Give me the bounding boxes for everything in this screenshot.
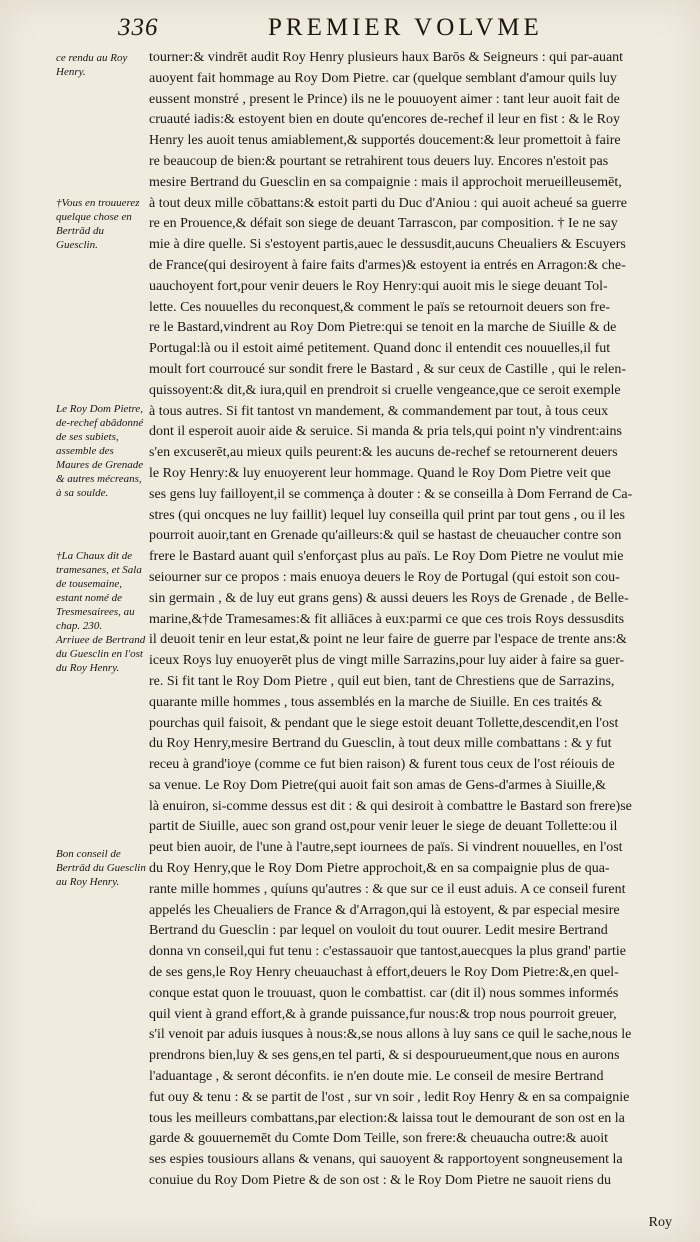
text-line: receu à grand'ioye (comme ce fut bien raison) & furent tous ceux de l'ost réiouis de bbox=[149, 757, 615, 773]
text-line: re beaucoup de bien:& pourtant se retrahirent tous deuers luy. Encores n'estoit pas bbox=[149, 153, 609, 169]
margin-notes bbox=[56, 0, 148, 1242]
text-line: là enuiron, si-comme dessus est dit : & qui desiroit à combattre le Bastard son frere)se bbox=[149, 798, 632, 814]
margin-note: Bon conseil de Bertrād du Guesclin au Roy Henry. bbox=[56, 848, 149, 888]
text-line: mie à dire quelle. Si s'estoyent partis,auec le dessusdit,aucuns Cheualiers & Escuyers bbox=[149, 237, 626, 253]
text-line: Henry les auoit tenus amiablement,& supportés doucement:& leur promettoit à faire bbox=[149, 133, 621, 149]
margin-note: †La Chaux dit de tramesanes, et Sala de tousemaine, estant nomé de Tresmesairees, au chap. 230. Arriuee de Bertrand du Guesclin en l'ost du Roy Henry. bbox=[56, 550, 146, 674]
text-line: peut bien auoir, de l'une à l'autre,sept iournees de païs. Si vindrent nouuelles, en l'ost bbox=[149, 840, 623, 856]
running-title: PREMIER VOLVME bbox=[268, 14, 543, 41]
text-line: ses espies tousiours allans & venans, qui sauoyent & rapportoyent songneusement la bbox=[149, 1152, 623, 1168]
text-line: sa venue. Le Roy Dom Pietre(qui auoit fait son amas de Gens-d'armes à Siuille,& bbox=[149, 777, 607, 793]
text-line: quissoyent:& dit,& iura,quil en prendroit si cruelle vengeance,que ce seroit exemple bbox=[149, 382, 621, 398]
text-line: donna vn conseil,qui fut tenu : c'estassauoir que tantost,auecques la plus grand' partie bbox=[149, 944, 627, 960]
body-text bbox=[149, 48, 674, 1238]
text-line: re en Prouence,& défait son siege de deuant Tarrascon, par composition. † Ie ne say bbox=[149, 216, 618, 232]
text-line: uauchoyent fort,pour venir deuers le Roy Henry:qui auoit mis le siege deuant Tol- bbox=[149, 278, 608, 294]
text-line: appelés les Cheualiers de France & d'Arragon,qui là estoyent, & par especial mesire bbox=[149, 902, 620, 918]
text-line: mesire Bertrand du Guesclin en sa compaignie : mais il approchoit merueilleusemēt, bbox=[149, 174, 622, 190]
running-head bbox=[118, 14, 678, 44]
text-line: Portugal:là ou il estoit aimé petitement. Quand donc il entendit ces nouuelles,il fut bbox=[149, 341, 611, 357]
text-line: seiourner sur ce propos : mais enuoya deuers le Roy de Portugal (qui estoit son cou- bbox=[149, 569, 620, 585]
text-line: quil vient à grand effort,& à grande puissance,fur nous:& trop nous pourroit greuer, bbox=[149, 1006, 617, 1022]
page-number: 336 bbox=[118, 14, 159, 41]
text-line: conuiue du Roy Dom Pietre & de son ost : & le Roy Dom Pietre ne sauoit riens du bbox=[149, 1173, 611, 1189]
text-line: eussent monstré , present le Prince) ils ne le pouuoyent aimer : tant leur auoit fait de bbox=[149, 91, 620, 107]
text-line: auoyent fait hommage au Roy Dom Pietre. car (quelque semblant d'amour quils luy bbox=[149, 70, 617, 86]
text-line: sin germain , & de luy eut grans gens) & aussi deuers les Roys de Grenade , de Belle- bbox=[149, 590, 629, 606]
margin-note: †Vous en trouuerez quelque chose en Bertrād du Guesclin. bbox=[56, 197, 143, 251]
text-line: s'en excuserēt,au mieux quils peurent:& les aucuns de-rechef se retournerent deuers bbox=[149, 445, 618, 461]
text-line: le Roy Henry:& luy enuoyerent leur hommage. Quand le Roy Dom Pietre veit que bbox=[149, 465, 611, 481]
text-line: iceux Roys luy enuoyerēt plus de vingt mille Sarrazins,pour luy aider à faire sa guer- bbox=[149, 653, 625, 669]
text-line: pourchas quil faisoit, & pendant que le siege estoit deuant Tollette,descendit,en l'ost bbox=[149, 715, 619, 731]
text-line: re le Bastard,vindrent au Roy Dom Pietre:qui se tenoit en la marche de Siuille & de bbox=[149, 320, 617, 336]
text-line: lette. Ces nouuelles du reconquest,& comment le païs se retournoit deuers son fre- bbox=[149, 299, 611, 315]
text-line: frere le Bastard auant quil s'enforçast plus au païs. Le Roy Dom Pietre ne voulut mie bbox=[149, 549, 624, 565]
text-line: du Roy Henry,mesire Bertrand du Guesclin, à tout deux mille combattans : & y fut bbox=[149, 736, 612, 752]
text-line: il deuoit tenir en leur estat,& point ne leur faire de guerre par l'espace de trente ans:& bbox=[149, 632, 627, 648]
text-line: pourroit auoir,tant en Grenade qu'ailleurs:& quil se hastast de cheuaucher contre son bbox=[149, 528, 622, 544]
text-line: conque estat quon le trouuast, quon le combattist. car (dit il) nous sommes informés bbox=[149, 985, 619, 1001]
text-line: cruauté iadis:& estoyent bien en doute qu'encores de-rechef il leur en fist : & le Roy bbox=[149, 112, 620, 128]
text-line: partit de Siuille, auec son grand ost,pour venir leuer le siege de deuant Tollette:ou il bbox=[149, 819, 618, 835]
text-line: garde & gouuernemēt du Comte Dom Teille, son frere:& cheuaucha outre:& auoit bbox=[149, 1131, 609, 1147]
catchword: Roy bbox=[648, 1215, 672, 1230]
text-line: à tous autres. Si fit tantost vn mandement, & commandement par tout, à tous ceux bbox=[149, 403, 609, 419]
text-line: Bertrand du Guesclin : par lequel on vouloit du tout ouurer. Ledit mesire Bertrand bbox=[149, 923, 608, 939]
text-line: de ses gens,le Roy Henry cheuauchast à effort,deuers le Roy Dom Pietre:&,en quel- bbox=[149, 965, 619, 981]
text-line: marine,&†de Tramesames:& fit alliāces à eux:parmi ce que ces trois Roys dessusdits bbox=[149, 611, 625, 627]
text-line: quarante mille hommes , tous assemblés en la marche de Siuille. En ces traités & bbox=[149, 694, 603, 710]
text-line: à tout deux mille cōbattans:& estoit parti du Duc d'Aniou : qui auoit acheué sa guerre bbox=[149, 195, 628, 211]
margin-note: Le Roy Dom Pietre, de-rechef abādonné de ses subiets, assemble des Maures de Grenade & autres mécreans, à sa soulde. bbox=[56, 403, 147, 499]
text-line: tourner:& vindrēt audit Roy Henry plusieurs haux Barōs & Seigneurs : qui par-auant bbox=[149, 50, 624, 65]
text-line: ses gens luy failloyent,il se commença à douter : & se conseilla à Dom Ferrand de Ca- bbox=[149, 486, 633, 502]
text-line: tous les meilleurs combattans,par election:& laissa tout le demourant de son ost en la bbox=[149, 1110, 625, 1126]
text-line: prendrons bien,luy & ses gens,en tel parti, & si despourueument,que nous en aurons bbox=[149, 1048, 620, 1064]
text-line: stres (qui oncques ne luy faillit) lequel luy conseilla quil print par tout gens , ou il les bbox=[149, 507, 625, 523]
text-line: l'aduantage , & seront déconfits. ie n'en doute mie. Le conseil de mesire Bertrand bbox=[149, 1069, 604, 1085]
text-line: re. Si fit tant le Roy Dom Pietre , quil eut bien, tant de Chrestiens que de Sarrazins, bbox=[149, 673, 615, 689]
text-line: fut ouy & tenu : & se partit de l'ost , sur vn soir , ledit Roy Henry & en sa compaignie bbox=[149, 1089, 630, 1105]
text-line: s'il venoit par aduis iusques à nous:&,se nous allons à luy sans ce quil le sache,nous le bbox=[149, 1027, 632, 1043]
text-line: de France(qui desiroyent à faire faits d'armes)& estoyent ia entrés en Arragon:& che- bbox=[149, 257, 626, 273]
text-line: dont il esperoit auoir aide & seruice. Si manda & pria tels,qui point n'y vindrent:ains bbox=[149, 424, 622, 440]
margin-note: ce rendu au Roy Henry. bbox=[56, 52, 131, 78]
text-line: du Roy Henry,que le Roy Dom Pietre approchoit,& en sa compaignie plus de qua- bbox=[149, 861, 610, 877]
text-line: moult fort courroucé sur sondit frere le Bastard , & sur ceux de Castille , qui le relen- bbox=[149, 361, 627, 377]
text-line: rante mille hommes , quíuns qu'autres : & que sur ce il eust aduis. A ce conseil furent bbox=[149, 881, 626, 897]
